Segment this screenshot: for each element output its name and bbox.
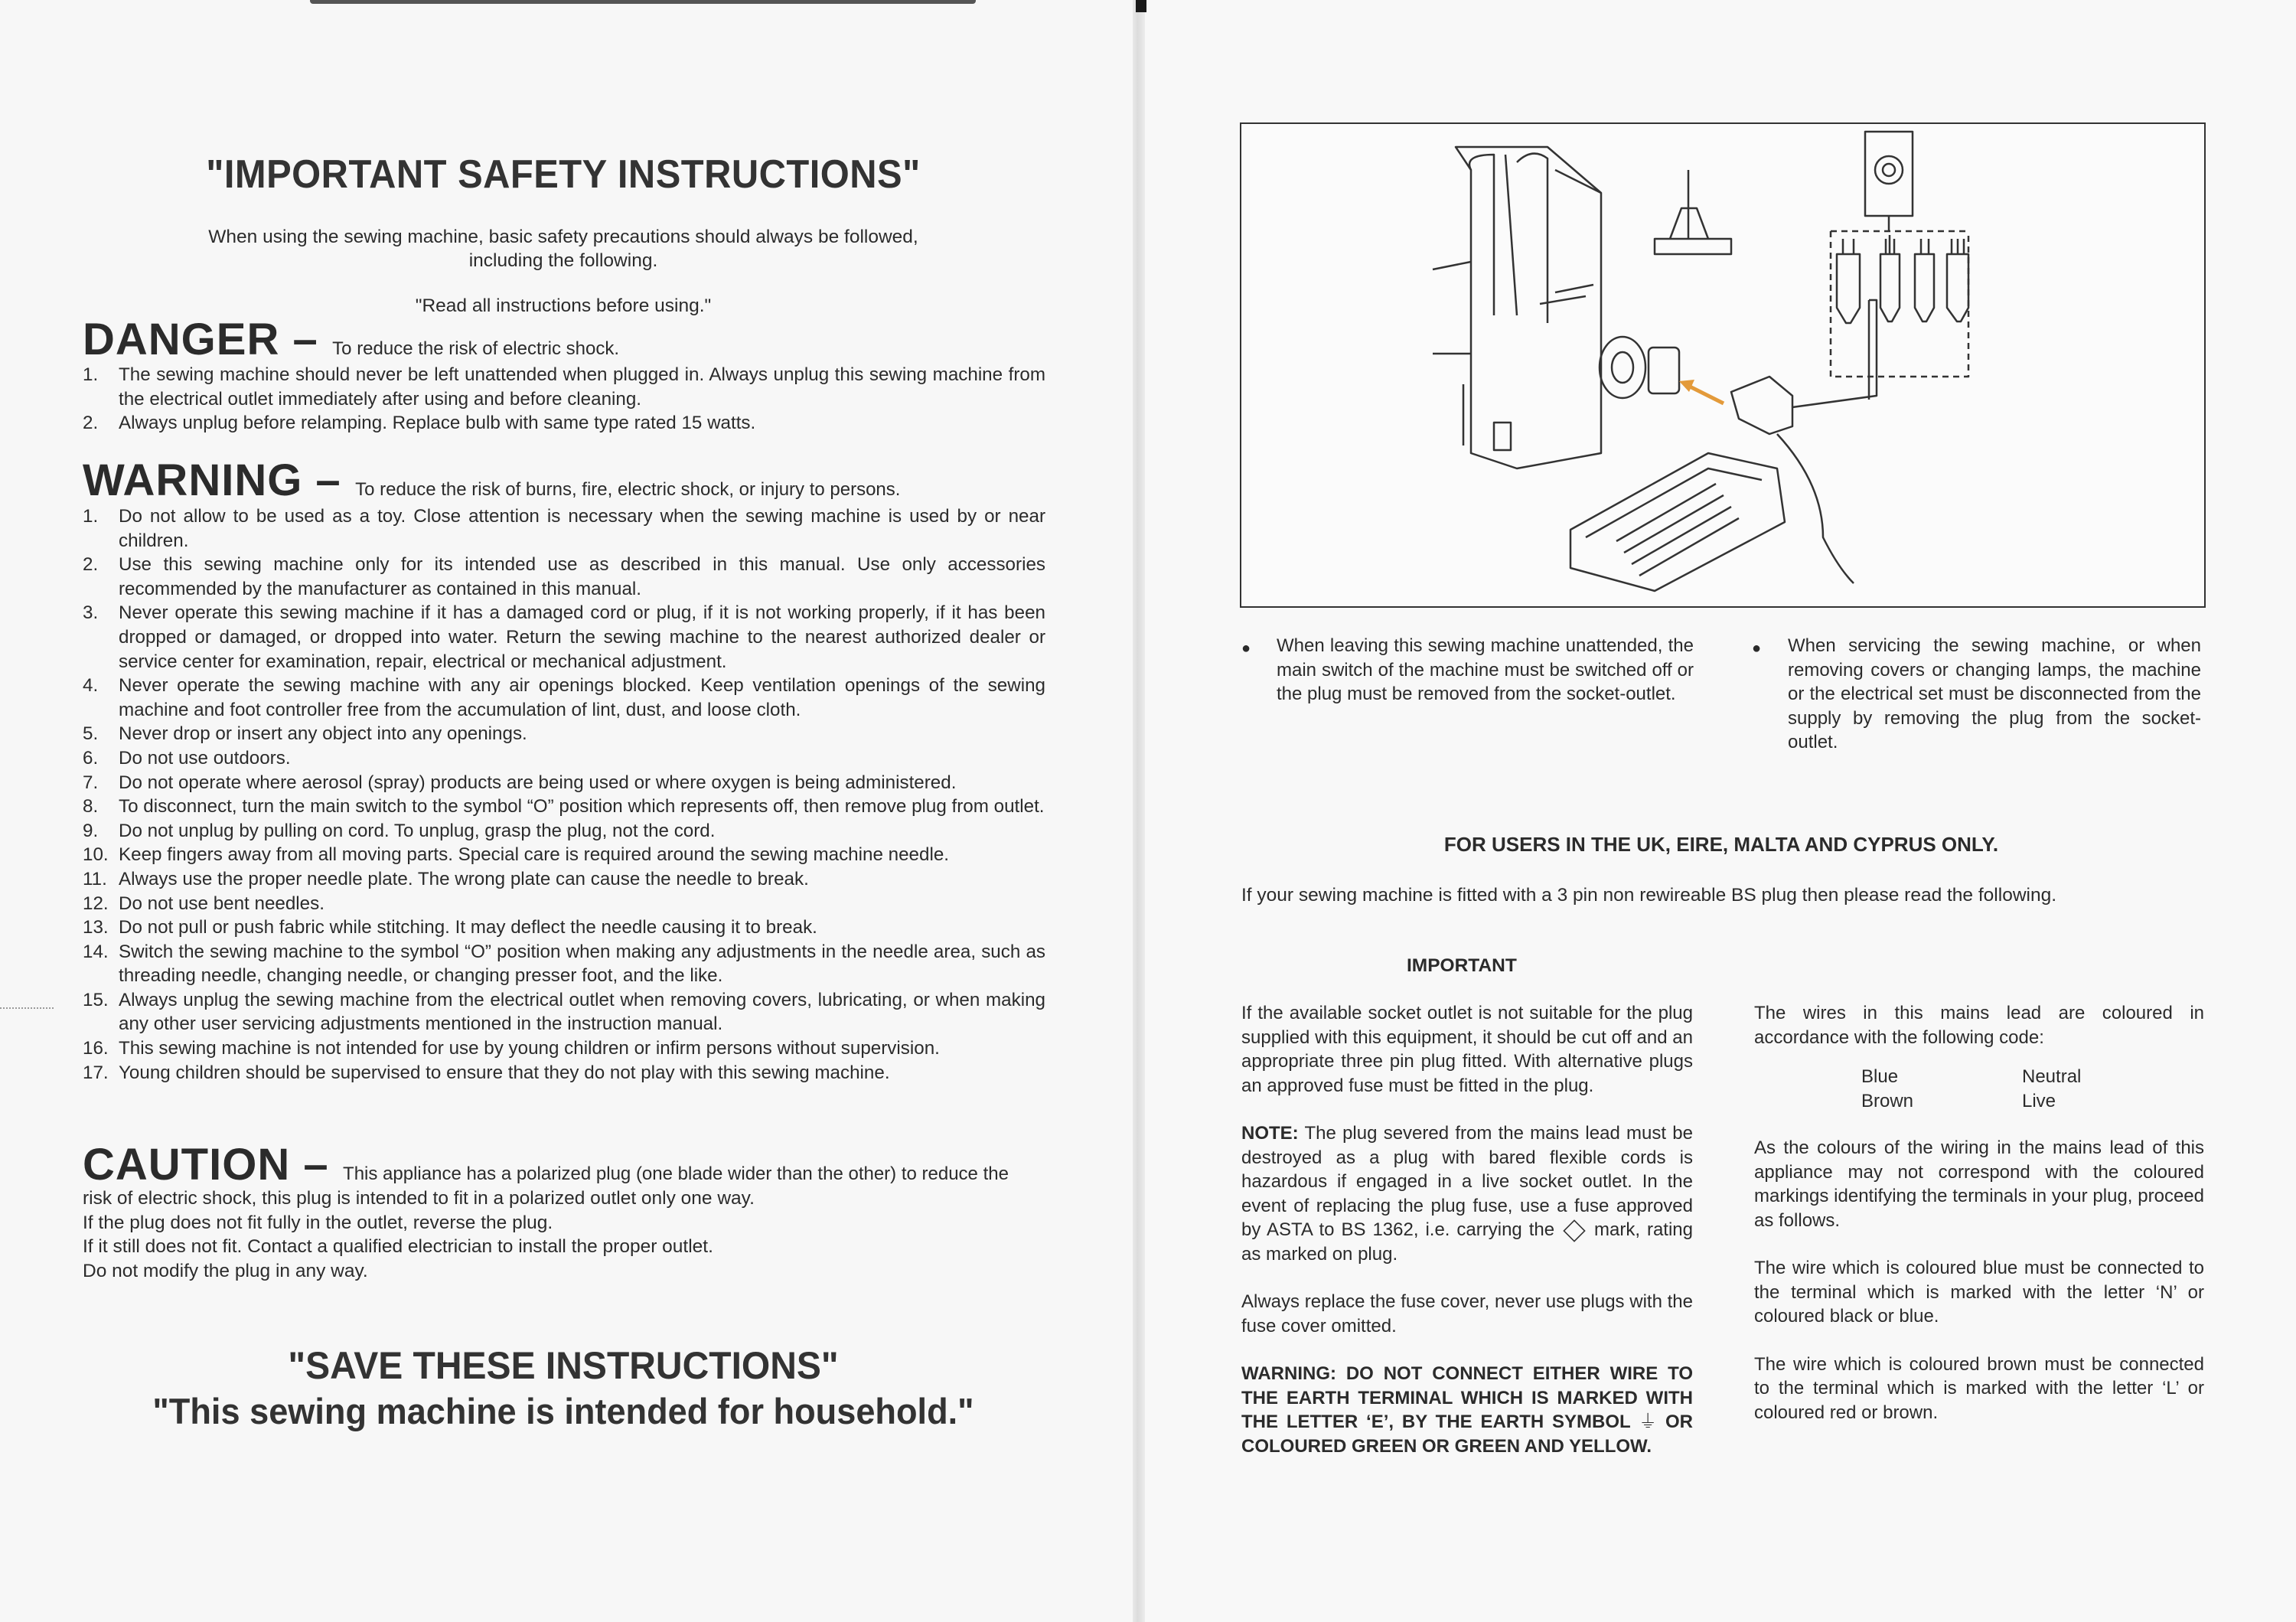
- earth-warning-a: WARNING: DO NOT CONNECT EITHER WIRE TO THE EARTH TERMINAL WHICH IS MARKED WITH THE LETTER ‘E’, BY THE EARTH SYMBOL: [1241, 1363, 1693, 1432]
- list-number: 17.: [83, 1062, 109, 1083]
- list-item: [83, 746, 1045, 771]
- danger-list: [83, 363, 1045, 436]
- list-number: 4.: [83, 675, 99, 697]
- list-item: [83, 601, 1045, 674]
- bullet-left-text: When leaving this sewing machine unattended, the main switch of the machine must be switched off or the plug must be removed from the socket-outlet.: [1277, 635, 1694, 704]
- list-number: 15.: [83, 989, 109, 1010]
- intro-text: [77, 225, 1050, 273]
- wire-meaning: Neutral: [2022, 1066, 2082, 1087]
- uk-right-column: [1754, 1001, 2204, 1448]
- fuse-cover-paragraph: Always replace the fuse cover, never use plugs with the fuse cover omitted.: [1241, 1291, 1693, 1336]
- list-number: 16.: [83, 1038, 109, 1059]
- list-text: Do not unplug by pulling on cord. To unplug, grasp the plug, not the cord.: [119, 820, 716, 841]
- note-text-a: The plug severed from the mains lead must be destroyed as a plug with bared flexible cords is hazardous if engaged in a live socket outlet. In the event of replacing the plug fuse, use a fuse approved by ASTA to BS 1362, i.e. carrying the: [1241, 1123, 1693, 1240]
- list-text: Always use the proper needle plate. The wrong plate can cause the needle to break.: [119, 868, 809, 889]
- controller-plug: [1731, 377, 1792, 434]
- list-text: Do not use bent needles.: [119, 893, 325, 914]
- list-number: 3.: [83, 602, 99, 624]
- list-item: [83, 1036, 1045, 1061]
- handwheel: [1600, 337, 1645, 398]
- list-text: Use this sewing machine only for its intended use as described in this manual. Use only accessories recommended by the manufacturer as contained in this manual.: [119, 554, 1045, 599]
- brown-wire-paragraph: The wire which is coloured brown must be connected to the terminal which is marked with the letter ‘L’ or coloured red or brown.: [1754, 1353, 2204, 1423]
- wire-meaning: Live: [2022, 1090, 2056, 1111]
- list-number: 2.: [83, 413, 99, 434]
- list-number: 5.: [83, 723, 99, 745]
- list-number: 11.: [83, 868, 107, 889]
- list-number: 7.: [83, 772, 99, 793]
- colour-mismatch-paragraph: As the colours of the wiring in the mains lead of this appliance may not correspond with the coloured markings identifying the terminals in your plug, proceed as follows.: [1754, 1137, 2204, 1231]
- wire-code-row: [1861, 1089, 2204, 1114]
- list-item: [83, 411, 1045, 436]
- important-heading: IMPORTANT: [1407, 955, 1517, 976]
- caution-line-4: If it still does not fit. Contact a qualified electrician to install the proper outlet.: [83, 1236, 713, 1257]
- list-item: [83, 771, 1045, 795]
- save-instructions-title: "SAVE THESE INSTRUCTIONS": [288, 1344, 839, 1387]
- list-item: [83, 915, 1045, 940]
- spine-mark: [1136, 0, 1146, 12]
- list-text: Switch the sewing machine to the symbol “O” position when making any adjustments in the needle area, such as threading needle, changing needle, or changing presser foot, and the like.: [119, 941, 1045, 987]
- list-number: 13.: [83, 917, 109, 938]
- page-spine: [1133, 0, 1145, 1622]
- list-number: 8.: [83, 796, 99, 818]
- list-number: 2.: [83, 554, 99, 576]
- danger-heading: DANGER –: [83, 315, 318, 364]
- list-text: Do not allow to be used as a toy. Close attention is necessary when the sewing machine is used by or near children.: [119, 506, 1045, 551]
- list-item: [83, 867, 1045, 892]
- note-paragraph: [1241, 1121, 1693, 1266]
- list-item: [83, 988, 1045, 1036]
- page-title: "IMPORTANT SAFETY INSTRUCTIONS": [206, 152, 921, 197]
- plug-types: [1837, 235, 1968, 323]
- list-item: [83, 722, 1045, 746]
- list-number: 10.: [83, 844, 109, 866]
- caution-line-5: Do not modify the plug in any way.: [83, 1260, 368, 1281]
- warning-list: [83, 504, 1045, 1085]
- bullet-dot-left: ●: [1241, 640, 1251, 657]
- list-text: This sewing machine is not intended for use by young children or infirm persons without supervision.: [119, 1038, 940, 1059]
- uk-heading: FOR USERS IN THE UK, EIRE, MALTA AND CYPRUS ONLY.: [1443, 833, 1999, 856]
- warning-section: [83, 455, 1047, 506]
- list-number: 14.: [83, 941, 109, 962]
- household-use-note: "This sewing machine is intended for household.": [152, 1391, 974, 1431]
- bullet-dot-right: ●: [1752, 640, 1762, 657]
- list-item: [83, 819, 1045, 844]
- caution-line-2: risk of electric shock, this plug is intended to fit in a polarized outlet only one way.: [83, 1188, 755, 1209]
- blue-wire-paragraph: The wire which is coloured blue must be connected to the terminal which is marked with the letter ‘N’ or coloured black or blue.: [1754, 1258, 2204, 1327]
- caution-text: [83, 1186, 1055, 1283]
- list-number: 9.: [83, 820, 99, 841]
- caution-lead: This appliance has a polarized plug (one blade wider than the other) to reduce the: [343, 1163, 1009, 1184]
- power-connection-illustration: [1240, 122, 2206, 608]
- earth-symbol-icon: ⏚: [1639, 1411, 1658, 1432]
- list-item: [83, 1061, 1045, 1085]
- list-text: Never operate the sewing machine with any air openings blocked. Keep ventilation openings of the sewing machine and foot controller free from the accumulation of lint, dust, and loose cloth.: [119, 675, 1045, 720]
- list-item: [83, 795, 1045, 819]
- list-text: Always unplug before relamping. Replace bulb with same type rated 15 watts.: [119, 413, 756, 434]
- wall-socket: [1865, 132, 1913, 216]
- wires-paragraph: The wires in this mains lead are coloured in accordance with the following code:: [1754, 1003, 2204, 1048]
- danger-section: [83, 314, 1047, 365]
- list-text: The sewing machine should never be left unattended when plugged in. Always unplug this sewing machine from the electrical outlet immediately after using and before cleaning.: [119, 364, 1045, 410]
- list-text: Do not operate where aerosol (spray) products are being used or where oxygen is being administered.: [119, 772, 957, 793]
- serger-body: [1456, 147, 1601, 468]
- bullet-right-text: When servicing the sewing machine, or when removing covers or changing lamps, the machine or the electrical set must be disconnected from the supply by removing the plug from the socket-outlet.: [1788, 635, 2201, 752]
- margin-dots: [0, 1007, 54, 1012]
- warning-heading: WARNING –: [83, 455, 341, 505]
- caution-heading: CAUTION –: [83, 1140, 329, 1190]
- note-text-b: mark, rating as marked on plug.: [1241, 1219, 1694, 1265]
- socket-paragraph: If the available socket outlet is not suitable for the plug supplied with this equipment, it should be cut off and an appropriate three pin plug fitted. With alternative plugs an approved fuse must be fitted in the plug.: [1241, 1003, 1693, 1096]
- asta-mark-icon: [1563, 1219, 1585, 1242]
- list-item: [83, 843, 1045, 867]
- caution-section: [83, 1139, 1055, 1190]
- list-number: 12.: [83, 893, 109, 914]
- earth-warning: [1241, 1362, 1693, 1458]
- list-number: 1.: [83, 364, 99, 385]
- list-text: Do not use outdoors.: [119, 747, 291, 769]
- list-item: [83, 674, 1045, 722]
- list-text: Keep fingers away from all moving parts. Special care is required around the sewing machine needle.: [119, 844, 949, 866]
- list-text: Always unplug the sewing machine from the electrical outlet when removing covers, lubricating, or when making any other user servicing adjustments mentioned in the instruction manual.: [119, 989, 1045, 1035]
- intro-line-2: including the following.: [468, 250, 658, 271]
- earth-warning-b: OR COLOURED GREEN OR GREEN AND YELLOW.: [1241, 1411, 1693, 1457]
- list-text: To disconnect, turn the main switch to the symbol “O” position which represents off, then remove plug from outlet.: [119, 796, 1045, 818]
- top-edge-shadow: [310, 0, 976, 4]
- wire-colour: Blue: [1861, 1066, 1899, 1087]
- read-all-note: "Read all instructions before using.": [415, 295, 712, 316]
- uk-left-column: [1241, 1001, 1693, 1482]
- wire-colour-table: [1861, 1065, 2204, 1113]
- list-item: [83, 940, 1045, 988]
- list-item: [83, 553, 1045, 601]
- list-text: Young children should be supervised to ensure that they do not play with this sewing machine.: [119, 1062, 890, 1083]
- list-item: [83, 504, 1045, 553]
- wire-colour: Brown: [1861, 1090, 1914, 1111]
- list-number: 6.: [83, 747, 99, 769]
- list-text: Never operate this sewing machine if it has a damaged cord or plug, if it is not working properly, if it has been dropped or damaged, or dropped into water. Return the sewing machine to the nearest authorized dealer or service center for examination, repair, electrical or mechanical adjustment.: [119, 602, 1045, 672]
- warning-lead: To reduce the risk of burns, fire, electric shock, or injury to persons.: [355, 479, 901, 500]
- wire-code-row: [1861, 1065, 2204, 1089]
- list-item: [83, 892, 1045, 916]
- list-number: 1.: [83, 506, 99, 527]
- list-item: [83, 363, 1045, 411]
- machine-and-plugs-drawing: [1241, 124, 2204, 606]
- note-label: NOTE:: [1241, 1123, 1299, 1144]
- list-text: Never drop or insert any object into any openings.: [119, 723, 527, 745]
- danger-lead: To reduce the risk of electric shock.: [332, 338, 619, 359]
- intro-line-1: When using the sewing machine, basic safety precautions should always be followed,: [208, 227, 918, 247]
- caution-line-3: If the plug does not fit fully in the outlet, reverse the plug.: [83, 1212, 553, 1233]
- list-text: Do not pull or push fabric while stitching. It may deflect the needle causing it to break.: [119, 917, 817, 938]
- uk-intro: If your sewing machine is fitted with a 3 pin non rewireable BS plug then please read the following.: [1241, 885, 2057, 906]
